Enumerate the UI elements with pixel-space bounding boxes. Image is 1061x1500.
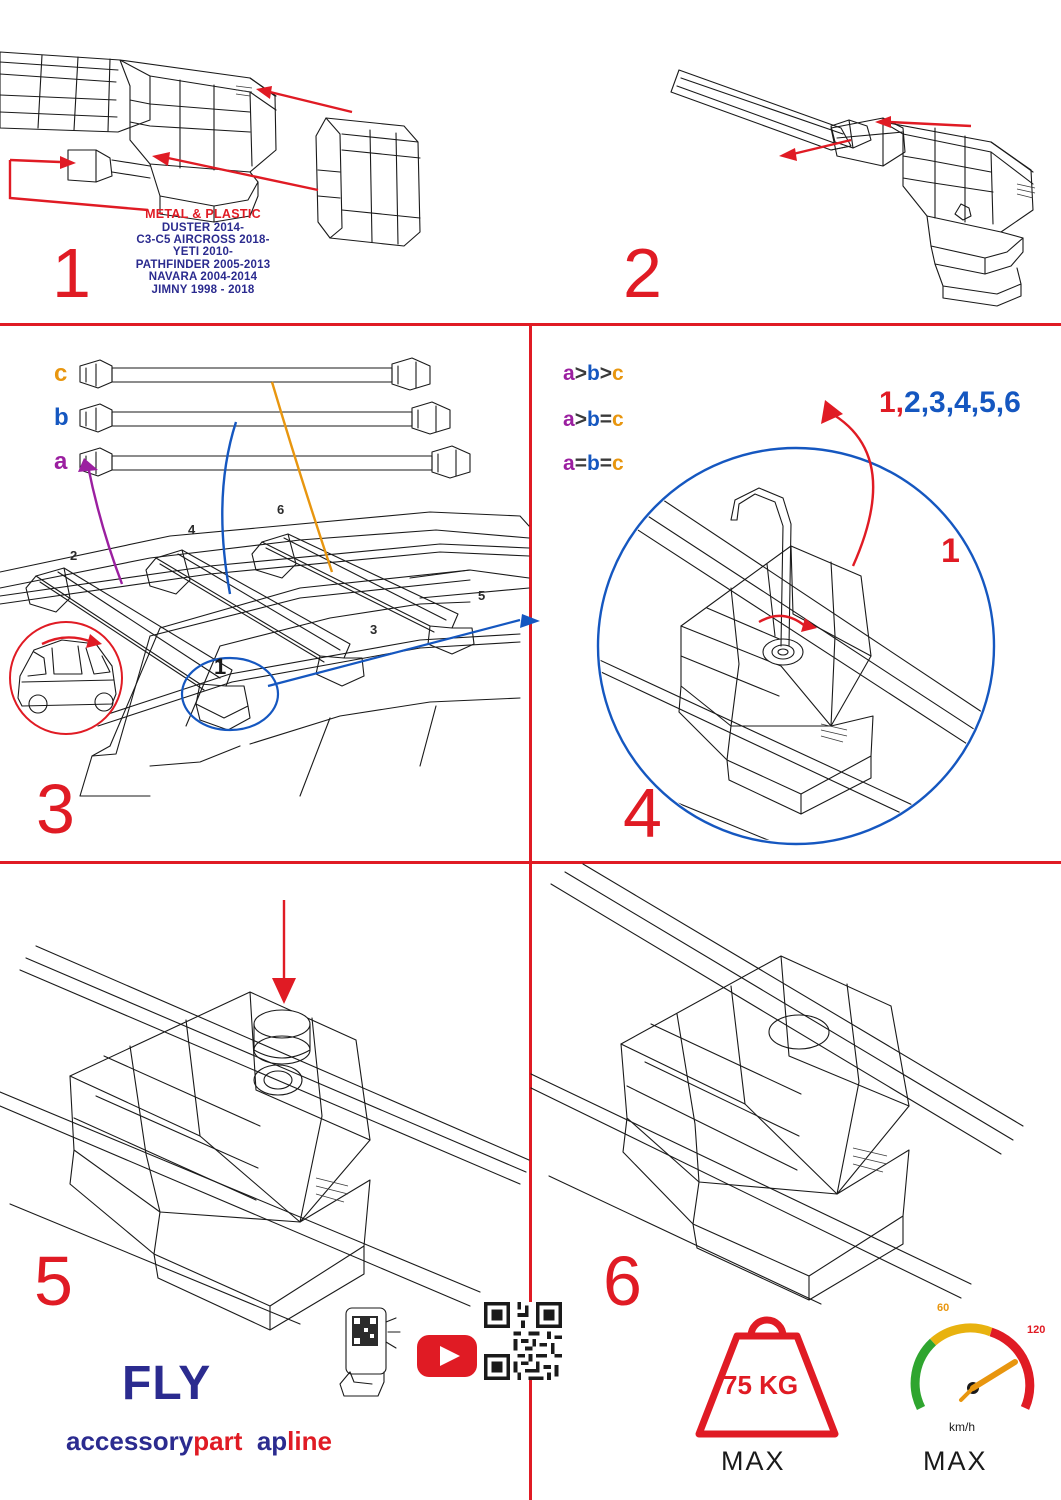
arrowhead-left: [779, 148, 797, 161]
arrow-red-top: [270, 92, 352, 112]
weight-max-label: MAX: [721, 1446, 786, 1476]
step-6-panel: [531, 864, 1061, 1500]
equation-1: a>b=c: [563, 408, 624, 431]
speed-limit-icon: [903, 1312, 1046, 1436]
step-1-panel: [0, 0, 529, 323]
arrow-red-bottom: [168, 158, 318, 190]
leader-a: [88, 466, 122, 584]
weight-value: 75 KG: [723, 1370, 799, 1400]
speed-max-label: MAX: [923, 1446, 988, 1476]
phone-scan-icon: [330, 1304, 404, 1400]
step-4-panel: [531, 326, 1061, 861]
step-3-illustration: [0, 326, 529, 861]
arrowhead-top: [256, 86, 272, 99]
vehicle-item-1: C3-C5 AIRCROSS 2018-: [136, 233, 270, 246]
callout-6: 6: [277, 502, 285, 517]
brand-line: accessorypart apline: [66, 1426, 332, 1456]
step-5-number: 5: [34, 1242, 71, 1320]
step-1-number: 1: [52, 234, 89, 312]
callout-5: 5: [478, 588, 486, 603]
svg-text:1: 1: [214, 654, 227, 679]
installed-cap: [769, 1015, 829, 1049]
step-2-panel: [531, 0, 1061, 323]
step-4-number: 4: [623, 774, 660, 852]
bar-label-a: a: [54, 448, 68, 475]
arrow-red-left: [793, 140, 851, 154]
vehicle-item-4: NAVARA 2004-2014: [148, 271, 258, 284]
step-1-text-block: [88, 208, 318, 296]
step-6-illustration: [531, 864, 1061, 1284]
dial-min-label: 60: [937, 1302, 950, 1314]
vehicle-item-3: PATHFINDER 2005-2013: [135, 258, 271, 271]
speed-unit-label: km/h: [949, 1420, 976, 1434]
vehicle-item-0: DUSTER 2014-: [161, 221, 245, 234]
step-3-number: 3: [36, 770, 73, 848]
step-2-illustration: [531, 0, 1061, 323]
dial-max-label: 120: [1027, 1324, 1046, 1336]
vehicle-item-2: YETI 2010-: [172, 246, 234, 259]
step-6-number: 6: [603, 1242, 640, 1320]
step-1-title: METAL & PLASTIC: [145, 207, 261, 221]
fly-logo: FLY: [122, 1357, 212, 1410]
youtube-icon[interactable]: [416, 1334, 478, 1378]
bracket-red: [10, 160, 148, 210]
callout-4: 4: [188, 522, 196, 537]
step-5-illustration: [0, 864, 529, 1334]
step-2-number: 2: [623, 234, 660, 312]
step-4-sequence: 1,2,3,4,5,6: [879, 386, 1021, 419]
step-3-panel: [0, 326, 529, 861]
vehicle-item-5: JIMNY 1998 - 2018: [151, 283, 255, 296]
equation-0: a>b>c: [563, 362, 624, 385]
bar-label-c: c: [54, 360, 68, 387]
leader-c: [272, 382, 332, 572]
callout-2: 2: [70, 548, 78, 563]
equation-2: a=b=c: [563, 452, 624, 475]
step-4-turn-label: 1: [941, 532, 960, 570]
callout-3: 3: [370, 622, 378, 637]
bar-label-b: b: [54, 404, 69, 431]
cover-cap: [254, 1010, 310, 1038]
leader-b: [222, 422, 236, 594]
step-5-panel: [0, 864, 529, 1500]
